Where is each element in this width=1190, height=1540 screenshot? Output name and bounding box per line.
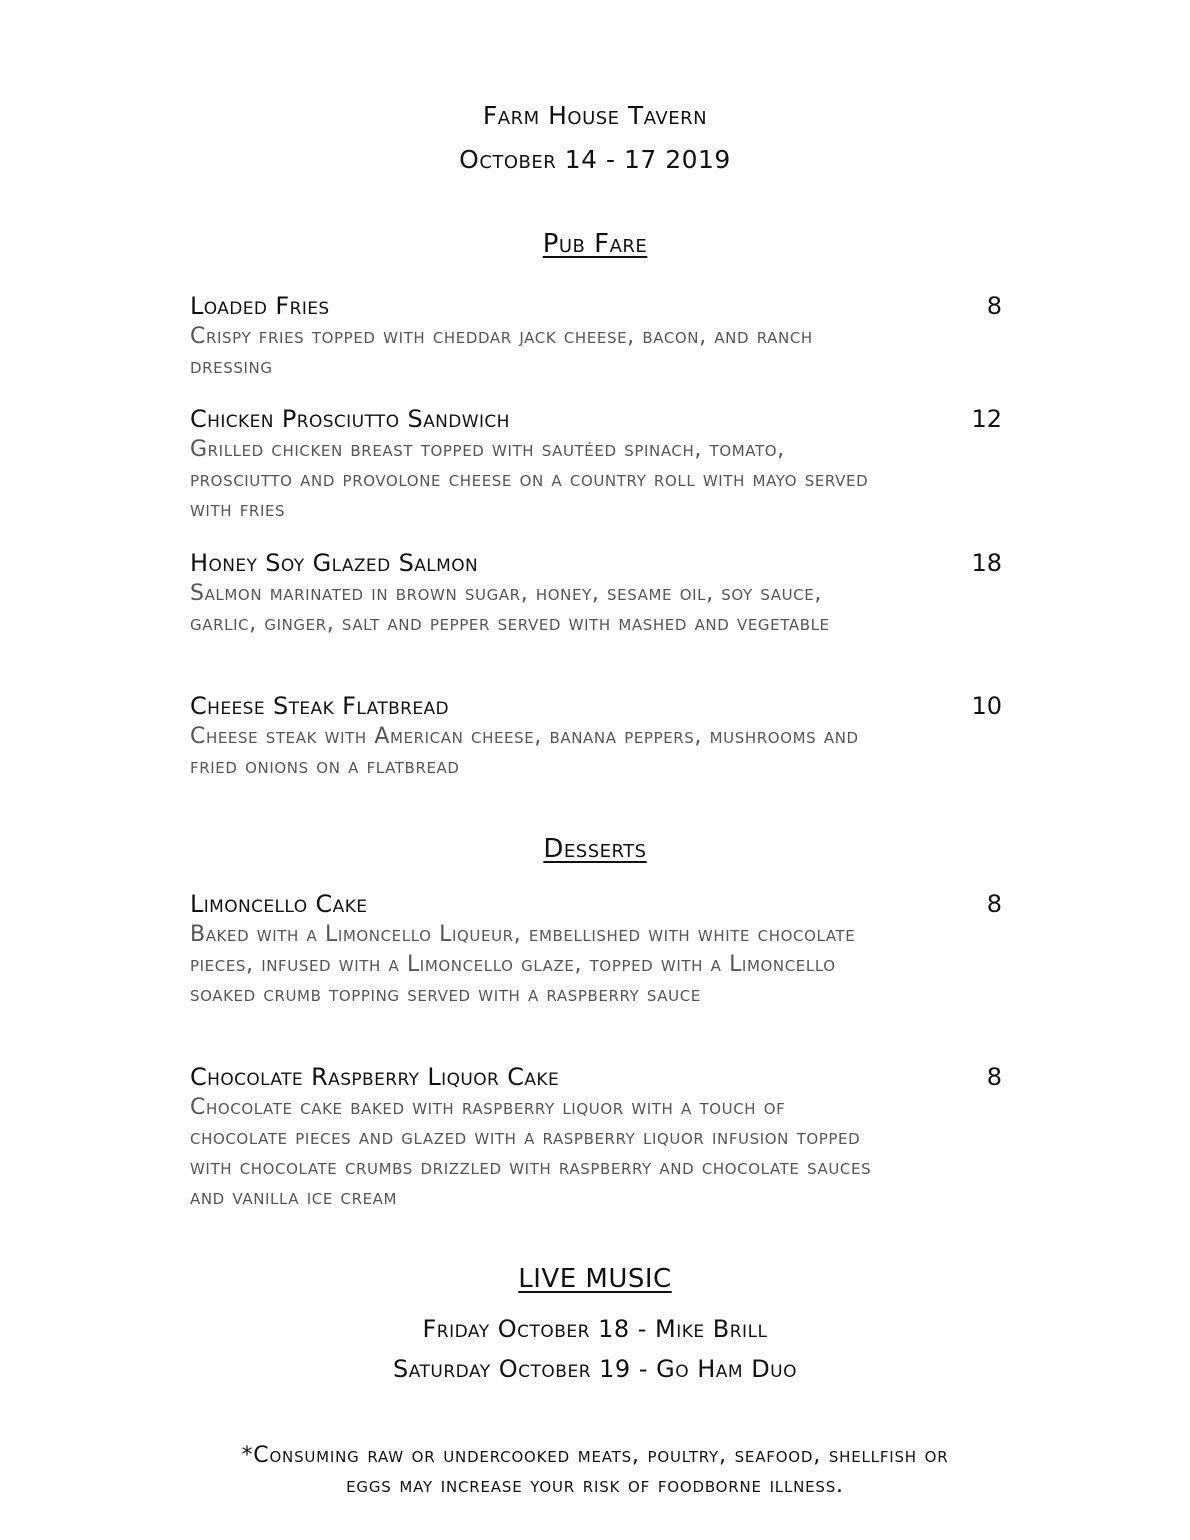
menu-item bbox=[190, 890, 1002, 1010]
item-name: Chocolate Raspberry Liquor Cake bbox=[190, 1063, 560, 1091]
item-name: Honey Soy Glazed Salmon bbox=[190, 549, 479, 577]
item-price: 8 bbox=[986, 292, 1002, 320]
item-name: Loaded Fries bbox=[190, 292, 330, 320]
item-name: Chicken Prosciutto Sandwich bbox=[190, 405, 510, 433]
menu-item bbox=[190, 549, 1002, 639]
item-description: Salmon marinated in brown sugar, honey, sesame oil, soy sauce, garlic, ginger, salt and pepper served with mashed and vegetable bbox=[190, 581, 830, 636]
menu-item bbox=[190, 1063, 1002, 1213]
item-description: Crispy fries topped with cheddar jack cheese, bacon, and ranch dressing bbox=[190, 324, 813, 379]
music-event: Saturday October 19 - Go Ham Duo bbox=[392, 1355, 797, 1383]
item-description: Chocolate cake baked with raspberry liquor with a touch of chocolate pieces and glazed with a raspberry liquor infusion topped with chocolate crumbs drizzled with raspberry and chocolate sauces and vanilla ice cream bbox=[190, 1095, 872, 1210]
pub-fare-title: Pub Fare bbox=[542, 229, 648, 259]
music-event: Friday October 18 - Mike Brill bbox=[422, 1315, 768, 1343]
desserts-title: Desserts bbox=[543, 834, 647, 864]
menu-item bbox=[190, 692, 1002, 782]
item-name: Cheese Steak Flatbread bbox=[190, 692, 450, 720]
item-price: 12 bbox=[971, 405, 1002, 433]
restaurant-name: Farm House Tavern bbox=[482, 101, 708, 130]
menu-item bbox=[190, 292, 1002, 382]
item-name: Limoncello Cake bbox=[190, 890, 368, 918]
item-price: 10 bbox=[971, 692, 1002, 720]
item-price: 18 bbox=[971, 549, 1002, 577]
menu-dates: October 14 - 17 2019 bbox=[459, 145, 731, 174]
food-safety-disclaimer: *Consuming raw or undercooked meats, poultry, seafood, shellfish or eggs may increase your risk of foodborne illness. bbox=[241, 1443, 949, 1498]
item-price: 8 bbox=[986, 890, 1002, 918]
item-description: Cheese steak with American cheese, banana peppers, mushrooms and fried onions on a flatbread bbox=[190, 724, 859, 779]
item-description: Baked with a Limoncello Liqueur, embellished with white chocolate pieces, infused with a Limoncello glaze, topped with a Limoncello soaked crumb topping served with a raspberry sauce bbox=[190, 922, 856, 1007]
live-music-title: LIVE MUSIC bbox=[518, 1264, 672, 1294]
menu-item bbox=[190, 405, 1002, 525]
item-price: 8 bbox=[986, 1063, 1002, 1091]
item-description: Grilled chicken breast topped with sautéed spinach, tomato, prosciutto and provolone cheese on a country roll with mayo served with fries bbox=[190, 437, 869, 522]
